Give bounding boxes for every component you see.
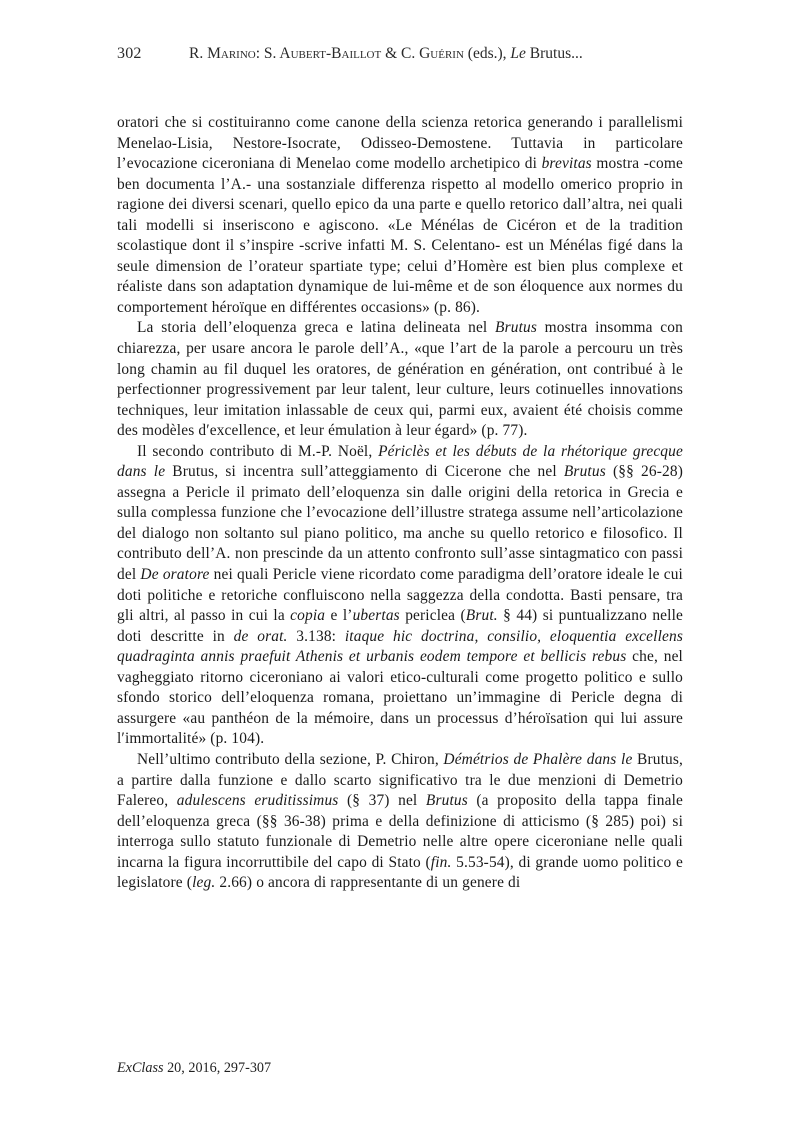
italic-run: Brut.: [465, 607, 498, 625]
italic-run: Démétrios de Phalère dans le: [443, 750, 633, 768]
italic-run: Brutus: [495, 319, 538, 337]
running-head-book-title-rest: Brutus...: [525, 45, 583, 62]
body-text-column: [117, 113, 683, 894]
running-head-eds-label: (eds.),: [463, 45, 511, 62]
para-noel-pericle: [117, 442, 683, 750]
italic-run: leg.: [192, 874, 216, 892]
text-run: Brutus, si incentra sull’atteggiamento di Cicerone che nel: [165, 463, 564, 481]
running-head: [117, 44, 683, 64]
italic-run: itaque hic doctrina, consilio, eloquentia excellens quadraginta annis praefuit Athenis et urbanis eodem tempore et bellicis rebus: [117, 627, 683, 666]
text-run: La storia dell’eloquenza greca e latina delineata nel: [137, 319, 496, 337]
text-run: che, nel vagheggiato ritorno ciceroniano ai valori etico-culturali come progetto politico e sullo sfondo storico dell’eloquenza romana, proiettano un’immagine di Pericle degna di assurgere «au panthéon de la mémoire, dans un processus d’héroïsation qui lui assure l′immortalité» (p. 104).: [117, 648, 683, 748]
text-run: (§§ 26-28) assegna a Pericle il primato dell’eloquenza sin dalle origini della retorica in Grecia e sulla complessa funzione che l’evocazione dell’illustre stratega assume nell’articolazione del dialogo non soltanto sul piano politico, ma anche su quello retorico e filosofico. Il contributo dell’A. non prescinde da un attento confronto sull’asse sintagmatico con passi del: [117, 463, 683, 584]
text-run: 2.66) o ancora di rappresentante di un genere di: [215, 874, 521, 892]
text-run: (a proposito della tappa finale dell’eloquenza greca (§§ 36-38) prima e della definizione di atticismo (§ 285) poi) si interroga sullo statuto funzionale di Demetrio nelle altre opere ciceroniane nelle quali incarna la figura incorruttibile del capo di Stato (: [117, 792, 683, 871]
italic-run: ubertas: [352, 607, 400, 625]
text-run: mostra insomma con chiarezza, per usare ancora le parole dell’A., «que l’art de la parole a percouru un très long chamin au fil duquel les oratores, de génération en génération, ont contribué à le perfectionner progressivement par leur talent, leur culture, leurs cotinuelles innovations techniques, leur imitation inlassable de ceux qui, parmi eux, avaient été choisis comme des modèles d′excellence, et leur émulation à leur égard» (p. 77).: [117, 319, 683, 440]
text-run: oratori che si costituiranno come canone della scienza retorica generando i parallelismi Menelao-Lisia, Nestore-Isocrate, Odisseo-Demostene. Tuttavia in particolare l’evocazione ciceroniana di Menelao come modello archetipico di: [117, 114, 683, 173]
italic-run: de orat.: [233, 627, 288, 645]
text-run: Il secondo contributo di M.-P. Noël,: [137, 442, 379, 460]
text-run: Nell’ultimo contributo della sezione, P. Chiron,: [137, 750, 444, 768]
running-head-editors: S. Aubert-Baillot & C. Guérin: [263, 45, 464, 62]
italic-run: brevitas: [541, 155, 592, 173]
para-chiron-demetrios: [117, 750, 683, 894]
text-run: 5.53-54), di grande uomo politico e legislatore (: [117, 853, 683, 892]
text-run: 3.138:: [287, 627, 345, 645]
journal-name: ExClass: [117, 1060, 164, 1076]
page-number: 302: [117, 45, 142, 62]
para-storia-eloquenza: [117, 318, 683, 441]
text-run: § 44) si puntualizzano nelle doti descritte in: [117, 607, 684, 645]
italic-run: De oratore: [140, 566, 210, 584]
text-run: mostra -come ben documenta l’A.- una sostanziale differenza rispetto al modello omerico proprio in ragione dei diversi scenari, quello epico da una parte e quello retorico dall’altra, nei quali tali modelli si inseriscono e agiscono. «Le Ménélas de Cicéron et de la tradition scolastique dont il s’inspire -scrive infatti M. S. Celentano- est un Ménélas figé dans la seule dimension de l’orateur spartiate type; celui d’Homère est bien plus complexe et réaliste dans son adaptation dynamique de lui-même et de son éloquence aux normes du comportement héroïque en différentes occasions» (p. 86).: [117, 155, 683, 316]
italic-run: Brutus: [425, 792, 468, 810]
text-run: nei quali Pericle viene ricordato come paradigma dell’oratore ideale le cui doti politiche e retoriche confluiscono nella saggezza della condotta. Basti pensare, tra gli altri, al passo in cui la: [117, 566, 683, 625]
para-menelao: [117, 113, 683, 318]
text-run: Brutus, a partire dalla funzione e dallo scarto significativo tra le due menzioni di Demetrio Falereo,: [117, 750, 683, 810]
running-head-author: R. Marino: [189, 45, 256, 62]
journal-citation: 20, 2016, 297-307: [163, 1060, 272, 1076]
italic-run: fin.: [430, 853, 452, 871]
italic-run: copia: [290, 607, 326, 625]
text-run: (§ 37) nel: [338, 792, 426, 810]
text-run: periclea (: [399, 607, 466, 625]
running-head-separator: :: [255, 45, 264, 62]
italic-run: Brutus: [563, 463, 606, 481]
italic-run: adulescens eruditissimus: [176, 792, 339, 810]
text-run: e l’: [325, 607, 353, 625]
page-footer: [117, 1059, 271, 1077]
running-head-book-title: Le: [510, 45, 526, 62]
italic-run: Périclès et les débuts de la rhétorique grecque dans le: [117, 442, 683, 481]
running-head-title: [189, 45, 583, 62]
